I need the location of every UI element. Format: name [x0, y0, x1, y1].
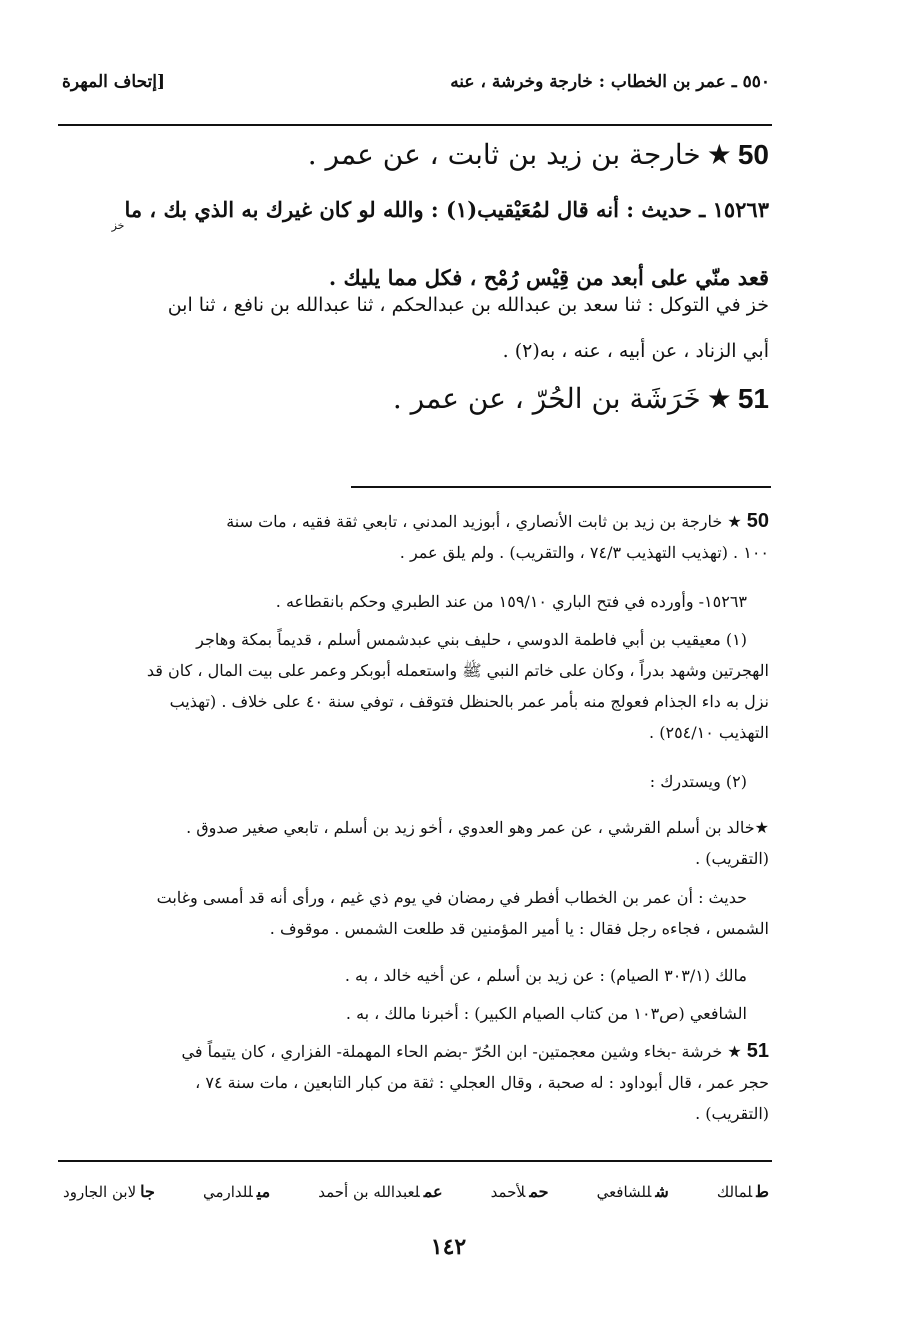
footnote-hadith: حديث : أن عمر بن الخطاب أفطر في رمضان في يوم ذي غيم ، ورأى أنه قد أمسى وغابت الشمس ، فجاءه رجل فقال : يا أمير المؤمنين قد طلعت الشمس . موقوف .	[156, 888, 769, 938]
isnad-line: خز في التوكل : ثنا سعد بن عبدالله بن عبدالحكم ، ثنا عبدالله بن نافع ، ثنا ابن	[167, 294, 769, 316]
abbreviation-item: عملعبدالله بن أحمد	[318, 1182, 443, 1201]
isnad-line: أبي الزناد ، عن أبيه ، عنه ، به(٢) .	[502, 340, 769, 362]
footnote-rule	[351, 486, 771, 488]
abbreviation-item: طلمالك	[716, 1182, 769, 1201]
abbreviation-item: شللشافعي	[596, 1182, 669, 1201]
star-icon: ★	[706, 382, 732, 415]
abbreviation-item: جالابن الجارود	[63, 1182, 155, 1201]
footnote-1: (١) معيقيب بن أبي فاطمة الدوسي ، حليف بني عبدشمس أسلم ، قديماً بمكة وهاجر الهجرتين وشهد بدراً ، وكان على خاتم النبي ﷺ واستعمله أبوبكر وعمر على بيت المال ، كان قد نزل به داء الجذام فعولج منه بأمر عمر بالحنظل فتوقف ، توفي سنة ٤٠ على خلاف . (تهذيب التهذيب ٢٥٤/١٠) .	[146, 630, 769, 742]
entry-50-heading	[308, 138, 769, 171]
star-icon: ★	[727, 512, 742, 531]
abbreviations-key	[63, 1182, 769, 1201]
footnote-51: 51 ★ خرشة -بخاء وشين معجمتين- ابن الحُرّ -بضم الحاء المهملة- الفزاري ، كان يتيماً في حجر عمر ، قال أبوداود : له صحبة ، وقال العجلي : ثقة من كبار التابعين ، مات سنة ٧٤ ، (التقريب) .	[181, 1040, 769, 1123]
footnote-2: (٢) ويستدرك :	[649, 772, 747, 791]
isnad-paragraph	[69, 282, 769, 374]
entry-title: خَرَشَة بن الحُرّ ، عن عمر .	[392, 382, 701, 415]
hadith-marker: خز	[111, 219, 125, 232]
entry-number: 51	[737, 383, 769, 414]
hadith-line: قعد منّي على أبعد من قِيْس رُمْح ، فكل مما يليك .	[328, 265, 769, 290]
footnote-khalid: ★خالد بن أسلم القرشي ، عن عمر وهو العدوي ، أخو زيد بن أسلم ، تابعي صغير صدوق . (التقريب) .	[186, 818, 769, 868]
abbreviation-item: ميللدارمي	[202, 1182, 271, 1201]
header-book-name: [إتحاف المهرة	[62, 72, 166, 92]
page-number: ١٤٢	[430, 1234, 467, 1260]
star-icon: ★	[727, 1042, 742, 1061]
header-title: ٥٥٠ ـ عمر بن الخطاب : خارجة وخرشة ، عنه	[450, 72, 770, 92]
abbreviation-item: حملأحمد	[490, 1182, 549, 1201]
footnote-shafii: الشافعي (ص١٠٣ من كتاب الصيام الكبير) : أخبرنا مالك ، به .	[345, 1004, 747, 1023]
entry-number: 50	[737, 139, 769, 170]
hadith-line: ١٥٢٦٣ ـ حديث : أنه قال لمُعَيْقيب(١) : والله لو كان غيرك به الذي بك ، ما$_{خز}$	[111, 197, 769, 232]
star-icon: ★	[706, 138, 732, 171]
abbreviations-rule	[58, 1160, 772, 1162]
footnote-malik: مالك (٣٠٣/١ الصيام) : عن زيد بن أسلم ، عن أخيه خالد ، به .	[344, 966, 747, 985]
running-header	[62, 72, 770, 104]
footnote-50: 50 ★ خارجة بن زيد بن ثابت الأنصاري ، أبوزيد المدني ، تابعي ثقة فقيه ، مات سنة ١٠٠ . (تهذيب التهذيب ٧٤/٣ ، والتقريب) . ولم يلق عمر .	[226, 510, 769, 562]
entry-title: خارجة بن زيد بن ثابت ، عن عمر .	[307, 138, 701, 171]
header-rule	[58, 124, 772, 126]
entry-51-heading	[393, 382, 769, 415]
footnote-15263: ١٥٢٦٣- وأورده في فتح الباري ١٥٩/١٠ من عند الطبري وحكم بانقطاعه .	[275, 592, 747, 611]
